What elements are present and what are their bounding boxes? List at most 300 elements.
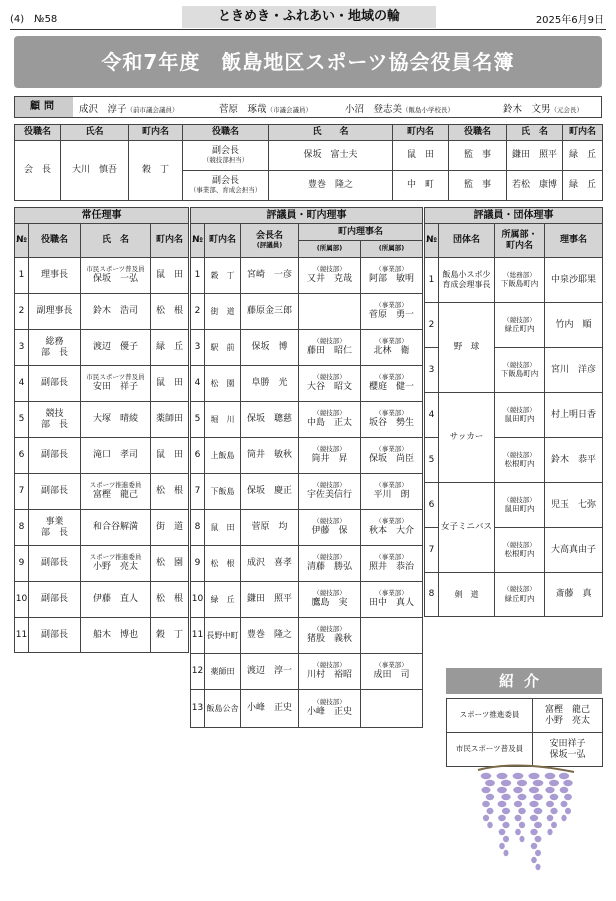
row-number: 3 — [15, 330, 29, 366]
dept-town: 鼠田町内 — [504, 504, 535, 514]
row-town: 松 園 — [151, 546, 189, 582]
col-header: 役職名 — [183, 125, 269, 141]
row-dept — [495, 393, 545, 438]
council-table — [190, 207, 423, 728]
table-row — [191, 618, 423, 654]
row-name: 宮川 洋彦 — [545, 348, 603, 393]
member-name: 大谷 昭文 — [306, 381, 352, 392]
row-town: 松 根 — [151, 582, 189, 618]
table-row — [425, 573, 603, 617]
wisteria-petal — [481, 773, 492, 779]
row-member — [299, 618, 361, 654]
row-chair: 保坂 博 — [241, 330, 299, 366]
wisteria-petal — [561, 815, 566, 821]
wisteria-petal — [485, 780, 495, 786]
table-row — [191, 546, 423, 582]
wisteria-petal — [515, 829, 521, 835]
row-member — [299, 474, 361, 510]
wisteria-petal — [517, 780, 527, 786]
row-number: 7 — [425, 528, 439, 573]
dept-town: 緑丘町内 — [504, 593, 535, 603]
table-row — [191, 330, 423, 366]
member-dept: （事業部） — [375, 661, 408, 670]
table-row — [15, 582, 189, 618]
row-name-text: 大塚 晴綾 — [92, 414, 138, 425]
row-name-text: 船木 博也 — [92, 629, 138, 640]
wisteria-petal — [486, 794, 494, 800]
wisteria-petal — [498, 801, 507, 807]
row-member — [361, 402, 423, 438]
row-number: 2 — [191, 294, 205, 330]
wisteria-petal — [501, 794, 510, 800]
wisteria-petal — [497, 787, 507, 793]
row-member — [361, 294, 423, 330]
row-number: 7 — [15, 474, 29, 510]
section-title: 評議員・町内理事 — [191, 208, 423, 224]
wisteria-petal — [518, 794, 527, 800]
row-name: 児玉 七弥 — [545, 483, 603, 528]
table-row — [191, 402, 423, 438]
row-member — [361, 258, 423, 294]
row-group: 野 球 — [439, 303, 495, 393]
row-name — [81, 294, 151, 330]
table-row — [15, 438, 189, 474]
row-member — [361, 582, 423, 618]
row-name: 大高真由子 — [545, 528, 603, 573]
member-dept: （事業部） — [375, 553, 408, 562]
member-dept: （競技部） — [313, 553, 346, 562]
row-chair: 渡辺 淳一 — [241, 654, 299, 690]
issue-number: (4) №58 — [10, 14, 58, 25]
wisteria-petal — [564, 794, 572, 800]
row-name-text: 和合谷解満 — [92, 522, 138, 533]
row-member — [299, 546, 361, 582]
table-row — [15, 510, 189, 546]
wisteria-petal — [503, 850, 508, 856]
row-group: 剣 道 — [439, 573, 495, 617]
row-town: 長野中町 — [205, 618, 241, 654]
member-name: 秋本 大介 — [369, 525, 415, 536]
row-number: 10 — [191, 582, 205, 618]
table-row — [15, 258, 189, 294]
row-name — [81, 366, 151, 402]
wisteria-petal — [483, 815, 489, 821]
member-name: 菅原 勇一 — [369, 309, 415, 320]
row-member — [299, 654, 361, 690]
page-title: 令和7年度 飯島地区スポーツ協会役員名簿 — [14, 36, 602, 88]
member-name: 鷹島 実 — [311, 597, 348, 608]
wisteria-petal — [551, 822, 557, 828]
wisteria-petal — [545, 787, 554, 793]
row-name: 竹内 順 — [545, 303, 603, 348]
advisor: 鈴木 文男（元会長） — [503, 104, 584, 115]
advisors-row — [14, 96, 602, 118]
row-role: 副部長 — [29, 366, 81, 402]
row-dept — [495, 348, 545, 393]
row-role: 総務 部 長 — [29, 330, 81, 366]
wisteria-petal — [529, 787, 539, 793]
row-note: 市民スポーツ普及員 — [86, 265, 145, 274]
wisteria-petal — [535, 864, 540, 870]
table-row — [15, 474, 189, 510]
row-member — [361, 690, 423, 728]
member-name: 伊藤 保 — [311, 525, 348, 536]
intro-label: スポーツ推進委員 — [447, 699, 533, 733]
table-row — [191, 690, 423, 728]
row-role: 副部長 — [29, 438, 81, 474]
row-town: 薬師田 — [205, 654, 241, 690]
member-name: 保坂 尚臣 — [369, 453, 415, 464]
row-town: 鼠 田 — [151, 366, 189, 402]
row-number: 9 — [15, 546, 29, 582]
member-name: 又井 克哉 — [306, 273, 352, 284]
wisteria-petal — [545, 773, 556, 779]
row-number: 8 — [425, 573, 439, 617]
president-role: 会 長 — [15, 141, 61, 201]
intro-label: 市民スポーツ普及員 — [447, 733, 533, 767]
member-name: 宇佐美信行 — [306, 489, 352, 500]
row-number: 5 — [425, 438, 439, 483]
col-header: 町内名 — [205, 224, 241, 258]
member-dept: （事業部） — [375, 409, 408, 418]
row-member — [299, 366, 361, 402]
table-row — [191, 582, 423, 618]
row-number: 6 — [191, 438, 205, 474]
wisteria-petal — [534, 822, 542, 828]
col-header: 団体名 — [439, 224, 495, 258]
row-number: 11 — [191, 618, 205, 654]
row-member — [361, 330, 423, 366]
row-number: 6 — [15, 438, 29, 474]
member-name: 阿部 敏明 — [369, 273, 415, 284]
dept-label: （競技部） — [503, 540, 536, 549]
row-name — [81, 474, 151, 510]
groups-table — [424, 207, 603, 617]
issue-date: 2025年6月9日 — [535, 15, 604, 26]
wisteria-petal — [561, 801, 568, 807]
row-chair: 小峰 正史 — [241, 690, 299, 728]
col-header: 役職名 — [449, 125, 507, 141]
dept-label: （競技部） — [503, 450, 536, 459]
table-row — [425, 303, 603, 348]
col-header: 理事名 — [545, 224, 603, 258]
dept-town: 松根町内 — [504, 549, 535, 559]
member-dept: （事業部） — [375, 445, 408, 454]
row-name-text: 鈴木 浩司 — [92, 306, 138, 317]
row-number: 13 — [191, 690, 205, 728]
row-member — [361, 510, 423, 546]
wisteria-petal — [481, 787, 490, 793]
row-member — [361, 366, 423, 402]
member-dept: （競技部） — [313, 589, 346, 598]
row-member — [361, 618, 423, 654]
president-town: 穀 丁 — [129, 141, 183, 201]
row-name-text: 富樫 龍己 — [92, 489, 138, 500]
wisteria-petal — [550, 808, 557, 814]
row-town: 松 根 — [205, 546, 241, 582]
row-name: 斎藤 真 — [545, 573, 603, 617]
dept-label: （競技部） — [503, 585, 536, 594]
row-town: 駅 前 — [205, 330, 241, 366]
row-town: 下飯島 — [205, 474, 241, 510]
row-name — [81, 438, 151, 474]
intro-box — [446, 668, 602, 767]
wisteria-petal — [513, 773, 524, 779]
row-member — [299, 582, 361, 618]
row-town: 緑 丘 — [151, 330, 189, 366]
wisteria-petal — [531, 857, 537, 863]
row-role: 競技 部 長 — [29, 402, 81, 438]
row-number: 5 — [15, 402, 29, 438]
advisor: 菅原 琢哉（市議会議員） — [219, 104, 313, 115]
member-dept: （競技部） — [313, 337, 346, 346]
row-chair: 保坂 聰慈 — [241, 402, 299, 438]
row-town: 上飯島 — [205, 438, 241, 474]
wisteria-petal — [515, 815, 522, 821]
wisteria-petal — [530, 829, 537, 835]
wisteria-petal — [533, 794, 543, 800]
table-row — [15, 402, 189, 438]
row-dept — [495, 573, 545, 617]
row-dept — [495, 483, 545, 528]
dept-label: （競技部） — [503, 405, 536, 414]
col-header: № — [425, 224, 439, 258]
row-number: 6 — [425, 483, 439, 528]
wisteria-petal — [565, 808, 571, 814]
row-chair: 宮崎 一彦 — [241, 258, 299, 294]
auditor-town: 緑 丘 — [563, 171, 603, 201]
row-chair: 菅原 均 — [241, 510, 299, 546]
row-name-text: 渡辺 優子 — [92, 342, 138, 353]
row-role: 理事長 — [29, 258, 81, 294]
row-role: 副部長 — [29, 474, 81, 510]
row-note: スポーツ推進委員 — [89, 553, 142, 562]
row-name: 村上明日香 — [545, 393, 603, 438]
wisteria-petal — [503, 836, 509, 842]
row-member — [361, 438, 423, 474]
intro-table — [446, 698, 603, 767]
col-header: 役職名 — [15, 125, 61, 141]
row-name — [81, 402, 151, 438]
row-number: 12 — [191, 654, 205, 690]
wisteria-petal — [487, 808, 494, 814]
row-town: 堀 川 — [205, 402, 241, 438]
page-header — [0, 6, 616, 36]
wisteria-petal — [482, 801, 490, 807]
row-member — [299, 294, 361, 330]
row-member — [361, 474, 423, 510]
row-number: 1 — [425, 258, 439, 303]
table-row — [191, 510, 423, 546]
col-header: № — [15, 224, 29, 258]
wisteria-petal — [559, 773, 569, 779]
vice-role: 副会長 （事業部、育成会担当） — [183, 171, 269, 201]
row-chair: 成沢 喜孝 — [241, 546, 299, 582]
row-member — [299, 438, 361, 474]
member-dept: （競技部） — [313, 481, 346, 490]
row-dept — [495, 528, 545, 573]
member-name: 小峰 正史 — [306, 706, 352, 717]
vice-name: 豊巻 隆之 — [269, 171, 393, 201]
row-town: 松 根 — [151, 294, 189, 330]
row-dept — [495, 258, 545, 303]
wisteria-petal — [534, 808, 543, 814]
row-town: 飯島公舎 — [205, 690, 241, 728]
member-name: 清藤 勝弘 — [306, 561, 352, 572]
wisteria-petal — [530, 815, 538, 821]
member-name: 川村 裕昭 — [306, 669, 352, 680]
row-chair: 豊巻 隆之 — [241, 618, 299, 654]
row-name — [81, 582, 151, 618]
col-header: 町内名 — [563, 125, 603, 141]
row-name — [81, 510, 151, 546]
row-number: 3 — [425, 348, 439, 393]
vice-town: 鼠 田 — [393, 141, 449, 171]
intro-names: 安田祥子 保坂一弘 — [533, 733, 603, 767]
wisteria-petal — [518, 808, 526, 814]
row-chair: 藤原金三郎 — [241, 294, 299, 330]
row-role: 事業 部 長 — [29, 510, 81, 546]
wisteria-petal — [501, 780, 511, 786]
row-town: 穀 丁 — [205, 258, 241, 294]
row-member — [299, 330, 361, 366]
member-name: 平川 朗 — [373, 489, 410, 500]
auditor-role: 監 事 — [449, 171, 507, 201]
member-dept: （競技部） — [313, 661, 346, 670]
section-title: 評議員・団体理事 — [425, 208, 603, 224]
row-town: 街 道 — [151, 510, 189, 546]
wisteria-petal — [546, 801, 554, 807]
dept-town: 緑丘町内 — [504, 324, 535, 334]
member-name: 田中 真人 — [369, 597, 415, 608]
row-member — [299, 690, 361, 728]
member-name: 櫻庭 健一 — [369, 381, 415, 392]
member-dept: （競技部） — [313, 625, 346, 634]
dept-town: 鼠田町内 — [504, 414, 535, 424]
wisteria-petal — [535, 850, 541, 856]
dept-town: 松根町内 — [504, 459, 535, 469]
col-header: № — [191, 224, 205, 258]
member-dept: （競技部） — [313, 445, 346, 454]
table-row — [425, 483, 603, 528]
row-town: 街 道 — [205, 294, 241, 330]
vice-role: 副会長 （競技部担当） — [183, 141, 269, 171]
row-name — [81, 618, 151, 653]
col-header: 町内名 — [151, 224, 189, 258]
col-header: 町内名 — [393, 125, 449, 141]
wisteria-petal — [499, 829, 506, 835]
vice-town: 中 町 — [393, 171, 449, 201]
row-role: 副部長 — [29, 582, 81, 618]
auditor-role: 監 事 — [449, 141, 507, 171]
col-header: 氏名 — [61, 125, 129, 141]
president-name: 大川 慎吾 — [61, 141, 129, 201]
wisteria-petal — [513, 787, 522, 793]
row-member — [361, 654, 423, 690]
auditor-name: 若松 康博 — [507, 171, 563, 201]
dept-label: （総務部） — [503, 270, 536, 279]
member-dept: （事業部） — [375, 481, 408, 490]
row-name — [81, 258, 151, 294]
row-name: 鈴木 恭平 — [545, 438, 603, 483]
row-group: 女子ミニバス — [439, 483, 495, 573]
table-row — [191, 366, 423, 402]
col-header: (所属部) — [299, 241, 361, 258]
wisteria-petal — [497, 773, 508, 779]
member-dept: （事業部） — [375, 337, 408, 346]
wisteria-petal — [499, 843, 505, 849]
row-number: 4 — [191, 366, 205, 402]
row-role: 副部長 — [29, 546, 81, 582]
advisors-label: 顧問 — [15, 97, 73, 117]
wisteria-petal — [547, 829, 552, 835]
wisteria-petal — [487, 822, 493, 828]
dept-town: 下飯島町内 — [500, 369, 539, 379]
row-member — [299, 258, 361, 294]
row-name-text: 滝口 孝司 — [92, 450, 138, 461]
officers-table — [14, 124, 603, 201]
row-note: 市民スポーツ普及員 — [86, 373, 145, 382]
table-row — [425, 393, 603, 438]
member-dept: （競技部） — [313, 517, 346, 526]
dept-label: （競技部） — [503, 315, 536, 324]
table-row — [191, 258, 423, 294]
row-number: 9 — [191, 546, 205, 582]
member-name: 藤田 昭仁 — [306, 345, 352, 356]
row-number: 2 — [15, 294, 29, 330]
col-header: 氏 名 — [269, 125, 393, 141]
row-number: 3 — [191, 330, 205, 366]
row-number: 8 — [191, 510, 205, 546]
wisteria-petal — [529, 801, 538, 807]
row-town: 松 園 — [205, 366, 241, 402]
member-dept: （競技部） — [313, 698, 346, 707]
row-town: 松 根 — [151, 474, 189, 510]
row-dept — [495, 438, 545, 483]
wisteria-petal — [533, 780, 544, 786]
row-town: 鼠 田 — [151, 438, 189, 474]
row-number: 7 — [191, 474, 205, 510]
row-name-text: 伊藤 直人 — [92, 594, 138, 605]
member-name: 中島 正太 — [306, 417, 352, 428]
member-dept: （競技部） — [313, 265, 346, 274]
col-header: 会長名 (評議員) — [241, 224, 299, 258]
row-name — [81, 546, 151, 582]
row-town: 鼠 田 — [205, 510, 241, 546]
row-member — [299, 402, 361, 438]
row-town: 穀 丁 — [151, 618, 189, 653]
col-header: 氏 名 — [507, 125, 563, 141]
wisteria-petal — [498, 815, 506, 821]
row-town: 薬師田 — [151, 402, 189, 438]
row-chair: 保坂 慶正 — [241, 474, 299, 510]
newsletter-banner: ときめき・ふれあい・地域の輪 — [182, 6, 436, 28]
wisteria-petal — [528, 773, 539, 779]
row-number: 8 — [15, 510, 29, 546]
intro-names: 富樫 龍己 小野 亮太 — [533, 699, 603, 733]
row-name-text: 小野 亮太 — [92, 561, 138, 572]
wisteria-petal — [550, 794, 559, 800]
member-dept: （事業部） — [375, 373, 408, 382]
table-row — [15, 366, 189, 402]
row-name-text: 保坂 一弘 — [92, 273, 138, 284]
wisteria-petal — [560, 787, 569, 793]
advisor: 小沼 登志美（飯島小学校長） — [345, 104, 455, 115]
member-dept: （事業部） — [375, 265, 408, 274]
col-header: (所属部) — [361, 241, 423, 258]
row-group: サッカー — [439, 393, 495, 483]
table-row — [191, 294, 423, 330]
